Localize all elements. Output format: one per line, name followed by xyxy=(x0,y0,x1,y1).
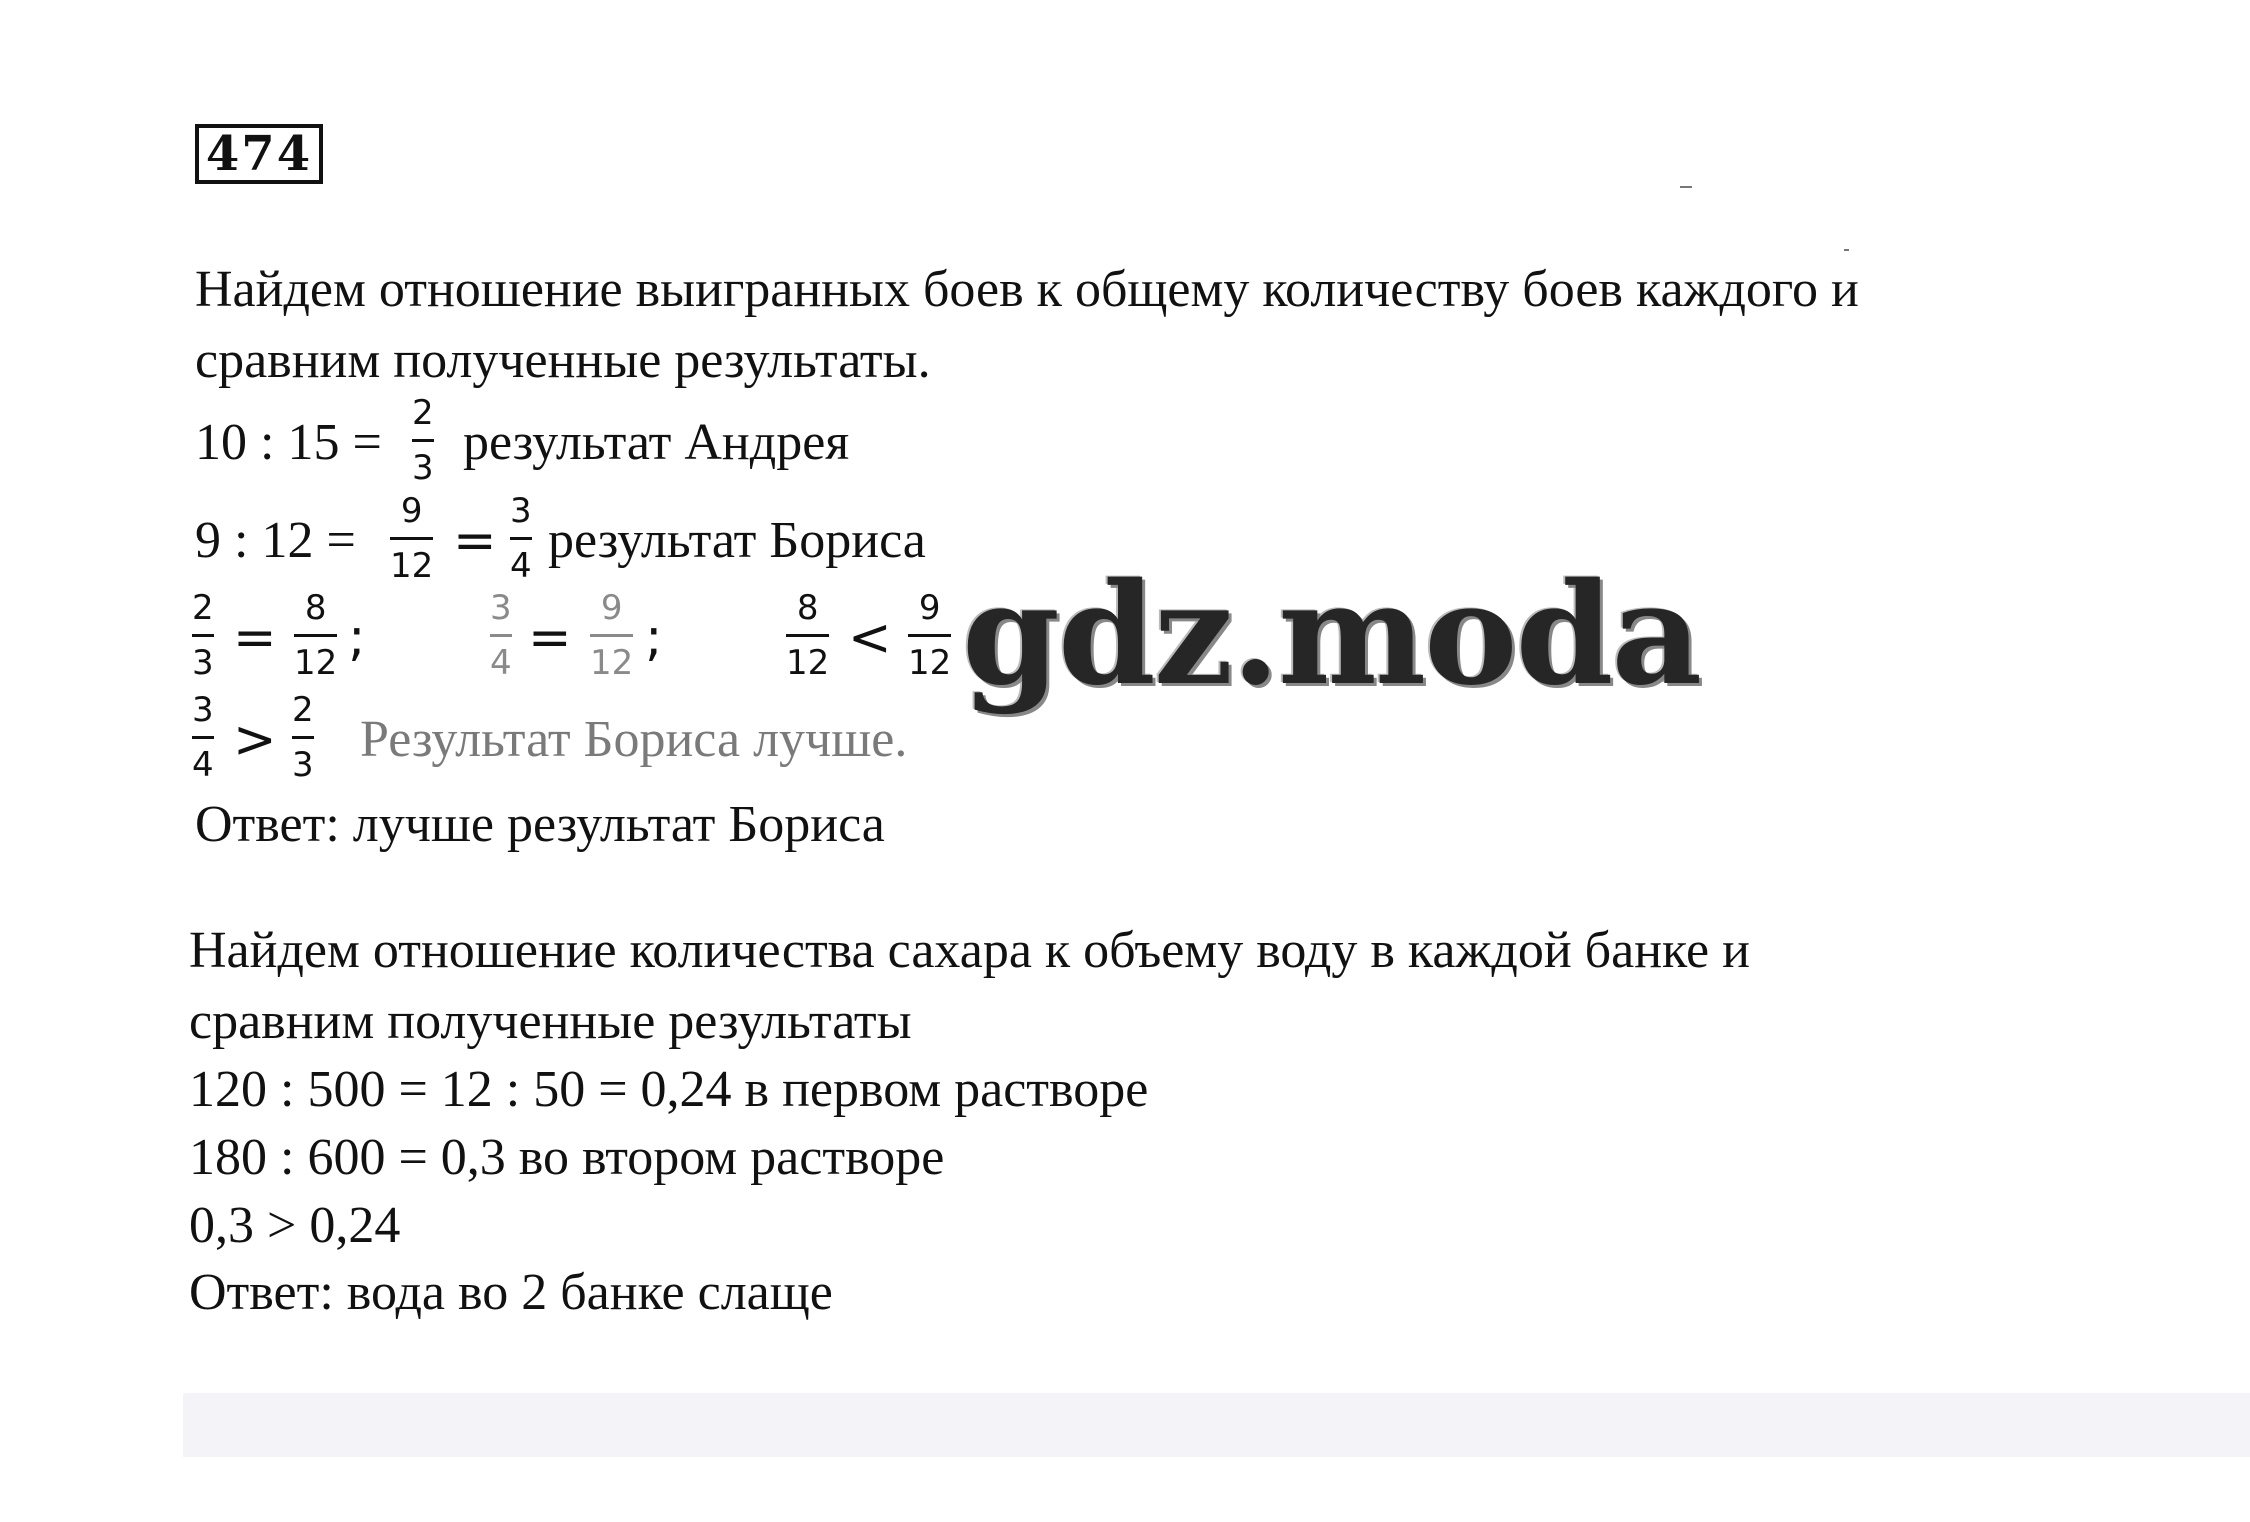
fraction-numerator: 3 xyxy=(490,588,512,628)
final-operator: > xyxy=(233,710,277,770)
part2-line2: 180 : 600 = 0,3 во втором растворе xyxy=(189,1129,945,1186)
scan-speck xyxy=(1680,186,1692,188)
boris-equals: = xyxy=(453,511,497,571)
part1-answer: Ответ: лучше результат Бориса xyxy=(195,796,885,853)
fraction-numerator: 2 xyxy=(192,588,214,628)
fraction-numerator: 9 xyxy=(400,491,423,531)
fraction-numerator: 3 xyxy=(510,491,532,531)
fraction-denominator: 12 xyxy=(390,546,434,586)
fraction-numerator: 8 xyxy=(796,588,819,628)
scan-speck xyxy=(1844,249,1849,251)
compare-b-separator: ; xyxy=(645,608,663,668)
compare-a-left-fraction xyxy=(192,588,214,683)
andrey-ratio-lhs: 10 : 15 = xyxy=(195,414,382,471)
fraction-denominator: 3 xyxy=(412,448,434,488)
part2-intro-line1: Найдем отношение количества сахара к объему воду в каждой банке и xyxy=(189,922,1750,979)
watermark-logo: gdz.moda xyxy=(962,553,1701,717)
fraction-numerator: 9 xyxy=(600,588,623,628)
andrey-result-label: результат Андрея xyxy=(463,414,850,471)
compare-c-right-fraction xyxy=(908,588,951,683)
part1-intro-line1: Найдем отношение выигранных боев к общему количеству боев каждого и xyxy=(195,261,1859,318)
fraction-numerator: 3 xyxy=(192,690,214,730)
part1-intro-line2: сравним полученные результаты. xyxy=(195,332,931,389)
fraction-denominator: 12 xyxy=(590,643,634,683)
fraction-numerator: 8 xyxy=(304,588,327,628)
part2-line1: 120 : 500 = 12 : 50 = 0,24 в первом растворе xyxy=(189,1061,1149,1118)
fraction-bar xyxy=(294,634,337,637)
fraction-bar xyxy=(908,634,951,637)
fraction-denominator: 12 xyxy=(786,643,830,683)
footer-band xyxy=(183,1393,2250,1457)
fraction-bar xyxy=(192,736,214,739)
compare-a-separator: ; xyxy=(348,608,366,668)
problem-number-badge: 474 xyxy=(195,124,323,184)
fraction-bar xyxy=(292,736,314,739)
part2-intro-line2: сравним полученные результаты xyxy=(189,993,912,1050)
final-conclusion: Результат Бориса лучше. xyxy=(360,711,908,768)
boris-fraction-2 xyxy=(510,491,532,586)
andrey-fraction xyxy=(412,393,434,488)
fraction-denominator: 4 xyxy=(192,745,214,785)
fraction-bar xyxy=(786,634,829,637)
fraction-numerator: 2 xyxy=(292,690,314,730)
fraction-bar xyxy=(192,634,214,637)
final-left-fraction xyxy=(192,690,214,785)
fraction-bar xyxy=(510,537,532,540)
compare-b-right-fraction xyxy=(590,588,633,683)
boris-ratio-lhs: 9 : 12 = xyxy=(195,512,356,569)
boris-result-label: результат Бориса xyxy=(548,512,926,569)
compare-a-right-fraction xyxy=(294,588,337,683)
part2-answer: Ответ: вода во 2 банке слаще xyxy=(189,1264,833,1321)
compare-a-operator: = xyxy=(233,608,277,668)
fraction-denominator: 3 xyxy=(192,643,214,683)
fraction-denominator: 3 xyxy=(292,745,314,785)
boris-fraction-1 xyxy=(390,491,433,586)
fraction-denominator: 12 xyxy=(294,643,338,683)
compare-c-left-fraction xyxy=(786,588,829,683)
fraction-bar xyxy=(412,439,434,442)
part2-line3: 0,3 > 0,24 xyxy=(189,1197,401,1254)
compare-b-operator: = xyxy=(528,608,572,668)
fraction-numerator: 9 xyxy=(918,588,941,628)
compare-c-operator: < xyxy=(848,608,892,668)
fraction-numerator: 2 xyxy=(412,393,434,433)
fraction-bar xyxy=(390,537,433,540)
final-right-fraction xyxy=(292,690,314,785)
fraction-bar xyxy=(590,634,633,637)
fraction-denominator: 12 xyxy=(908,643,952,683)
fraction-bar xyxy=(490,634,512,637)
fraction-denominator: 4 xyxy=(490,643,512,683)
fraction-denominator: 4 xyxy=(510,546,532,586)
compare-b-left-fraction xyxy=(490,588,512,683)
